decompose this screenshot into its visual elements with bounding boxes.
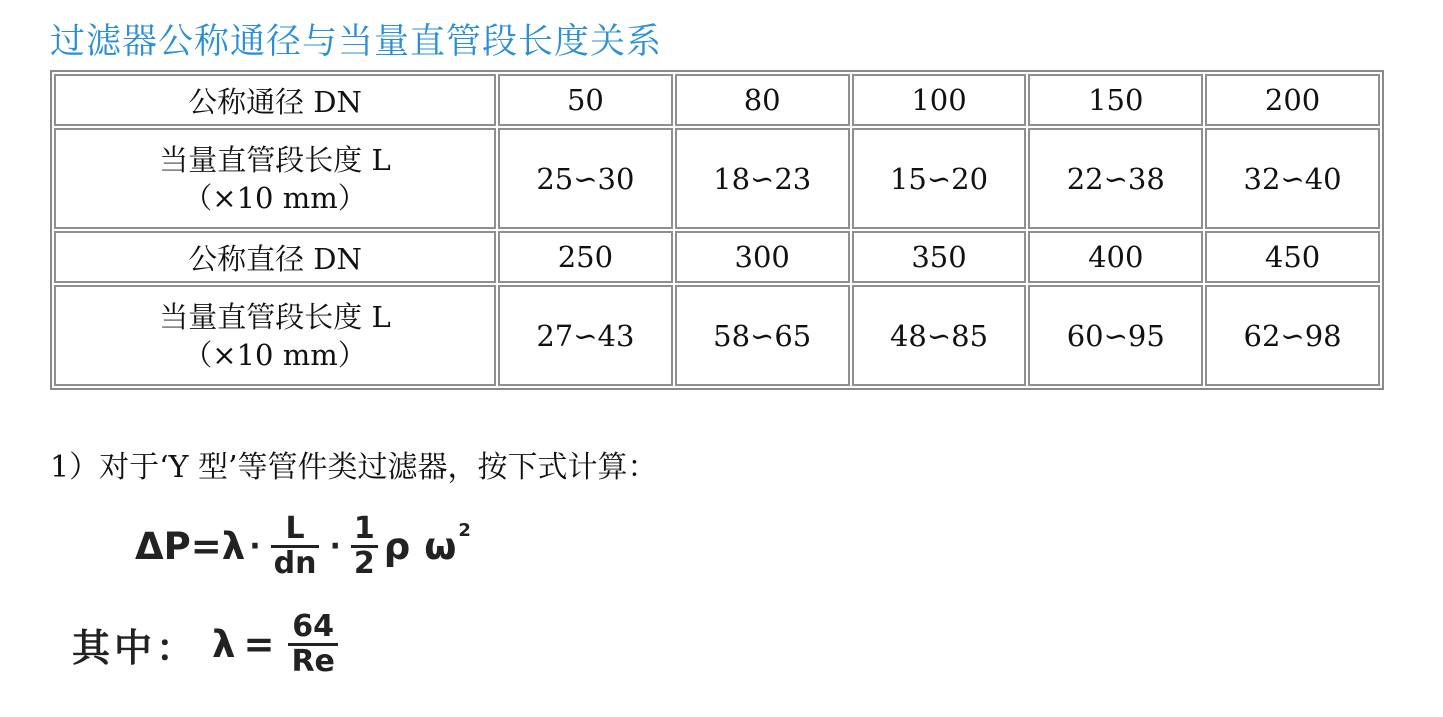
length-label-cell [54, 285, 496, 386]
dot-operator: · [249, 528, 261, 564]
length-label-cell [54, 128, 496, 229]
length-unit: （×10 mm） [183, 180, 367, 215]
dn-value-cell: 100 [852, 74, 1027, 126]
where-label: 其中： [72, 625, 199, 670]
dn-value-cell: 200 [1205, 74, 1380, 126]
length-value-cell: 62∽98 [1205, 285, 1380, 386]
length-value-cell: 18∽23 [675, 128, 850, 229]
length-value-cell: 48∽85 [852, 285, 1027, 386]
table-row [54, 285, 1380, 386]
length-label: 当量直管段长度 L [159, 299, 391, 334]
half-fraction [351, 510, 378, 581]
fraction-denominator: dn [271, 545, 320, 580]
fraction-numerator: 64 [292, 608, 335, 644]
reynolds-fraction [288, 608, 337, 679]
dot-operator: · [329, 528, 341, 564]
fraction-denominator: 2 [351, 545, 378, 580]
length-value-cell: 58∽65 [675, 285, 850, 386]
length-label: 当量直管段长度 L [159, 142, 391, 177]
dn-value-cell: 450 [1205, 231, 1380, 283]
table-row [54, 231, 1380, 283]
fraction-numerator: L [285, 510, 305, 546]
formula-lhs: ΔP= [135, 524, 222, 568]
formula-intro: 1）对于‘Y 型’等管件类过滤器，按下式计算： [50, 450, 658, 485]
page-title: 过滤器公称通径与当量直管段长度关系 [50, 22, 663, 62]
equals-sign: = [243, 622, 275, 666]
length-value-cell: 15∽20 [852, 128, 1027, 229]
omega-symbol: ω [424, 524, 457, 568]
dn-value-cell: 400 [1028, 231, 1203, 283]
dn-value-cell: 300 [675, 231, 850, 283]
fraction-denominator: Re [288, 643, 337, 678]
exponent: 2 [458, 520, 471, 541]
lambda-symbol: λ [212, 622, 236, 666]
dn-label-cell: 公称通径 DN [54, 74, 496, 126]
length-unit: （×10 mm） [183, 337, 367, 372]
dn-label-cell: 公称直径 DN [54, 231, 496, 283]
table-row [54, 128, 1380, 229]
fraction-numerator: 1 [353, 510, 375, 546]
pressure-drop-formula [135, 504, 471, 588]
rho-symbol: ρ [383, 524, 411, 568]
length-diameter-fraction [271, 510, 320, 581]
dn-value-cell: 250 [498, 231, 673, 283]
length-value-cell: 60∽95 [1028, 285, 1203, 386]
length-value-cell: 22∽38 [1028, 128, 1203, 229]
length-value-cell: 25∽30 [498, 128, 673, 229]
dn-value-cell: 50 [498, 74, 673, 126]
dn-length-table [50, 70, 1384, 390]
lambda-symbol: λ [221, 524, 246, 568]
lambda-formula [72, 610, 344, 678]
length-value-cell: 27∽43 [498, 285, 673, 386]
dn-value-cell: 150 [1028, 74, 1203, 126]
table-row [54, 74, 1380, 126]
length-value-cell: 32∽40 [1205, 128, 1380, 229]
dn-value-cell: 350 [852, 231, 1027, 283]
dn-value-cell: 80 [675, 74, 850, 126]
